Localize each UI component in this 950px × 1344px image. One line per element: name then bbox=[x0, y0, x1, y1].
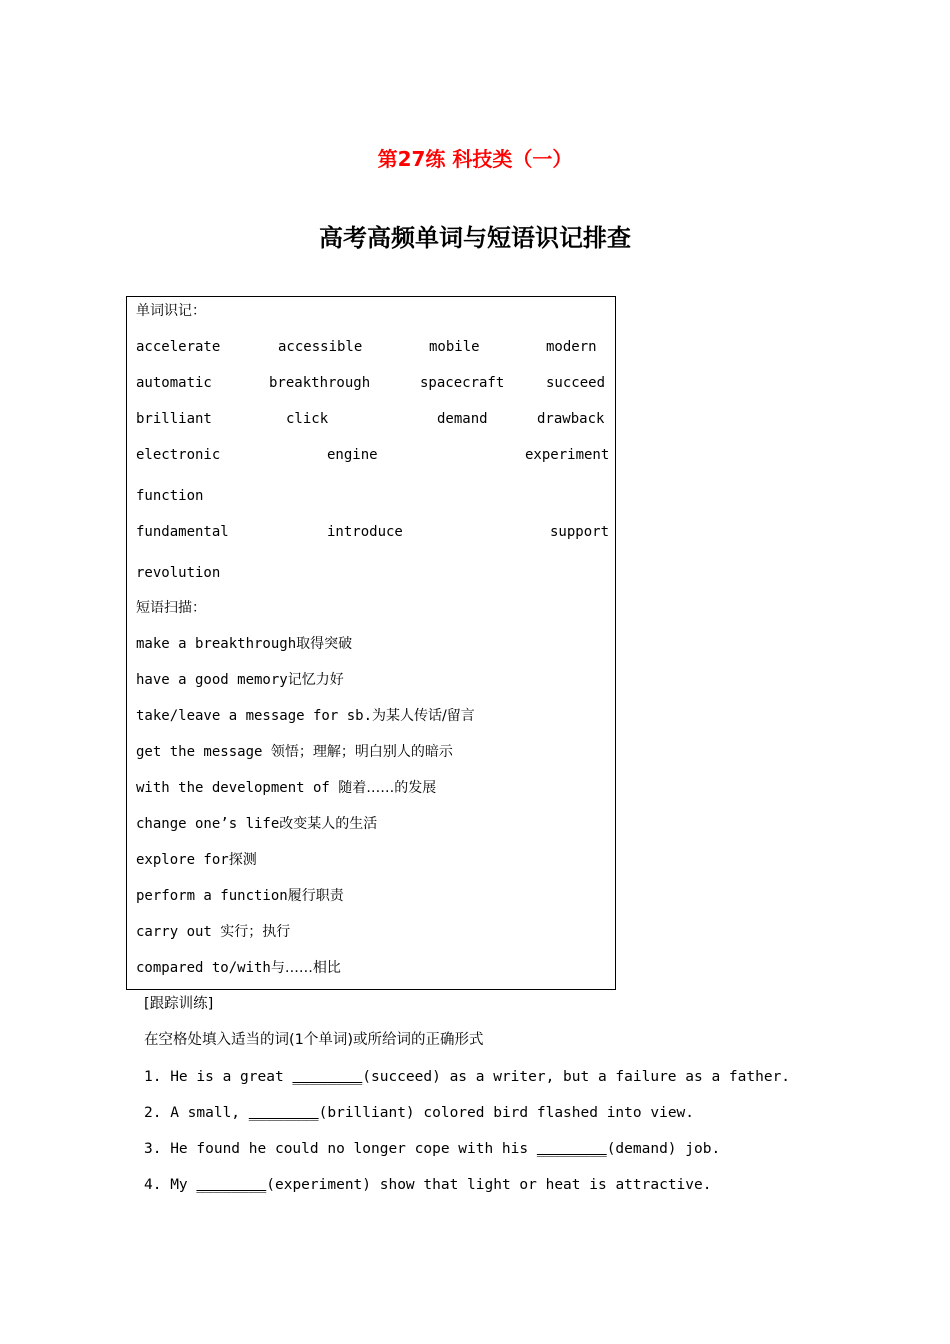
phrase-cn: 为某人传话/留言 bbox=[372, 708, 475, 724]
exercise-text-after: (brilliant) colored bird flashed into view. bbox=[318, 1105, 695, 1121]
phrase-item bbox=[136, 778, 436, 798]
exercise-text-before: My bbox=[170, 1177, 197, 1193]
exercise-text-before: A small, bbox=[170, 1105, 249, 1121]
exercise-item bbox=[144, 1175, 711, 1195]
practice-label: [跟踪训练] bbox=[144, 996, 214, 1012]
practice-instruction: 在空格处填入适当的词(1个单词)或所给词的正确形式 bbox=[144, 1032, 484, 1048]
phrase-cn: 履行职责 bbox=[287, 888, 344, 904]
words-label: 单词识记： bbox=[136, 303, 206, 319]
exercise-text-after: (experiment) show that light or heat is attractive. bbox=[266, 1177, 712, 1193]
phrase-item bbox=[136, 922, 290, 942]
word: brilliant bbox=[136, 411, 212, 427]
phrase-en: make a breakthrough bbox=[136, 636, 297, 652]
phrase-cn: 领悟；理解；明白别人的暗示 bbox=[270, 744, 453, 760]
phrase-item bbox=[136, 742, 453, 762]
phrase-cn: 实行；执行 bbox=[220, 924, 291, 940]
word: drawback bbox=[537, 411, 605, 427]
section-heading: 高考高频单词与短语识记排查 bbox=[319, 224, 631, 252]
phrase-en: compared to/with bbox=[136, 960, 271, 976]
exercise-number: 1. bbox=[144, 1069, 162, 1085]
phrase-item bbox=[136, 634, 352, 654]
exercise-number: 2. bbox=[144, 1105, 162, 1121]
lesson-title: 第27练 科技类（一） bbox=[377, 147, 573, 171]
answer-blank: ________ bbox=[196, 1177, 267, 1193]
phrase-cn: 改变某人的生活 bbox=[279, 816, 378, 832]
answer-blank: ________ bbox=[292, 1069, 363, 1085]
word: mobile bbox=[429, 339, 480, 355]
exercise-text-before: He found he could no longer cope with his bbox=[170, 1141, 537, 1157]
word: revolution bbox=[136, 565, 221, 581]
phrase-item bbox=[136, 814, 377, 834]
phrase-item bbox=[136, 850, 257, 870]
word: modern bbox=[546, 339, 597, 355]
word: support bbox=[550, 524, 610, 540]
exercise-item bbox=[144, 1103, 694, 1123]
phrase-en: perform a function bbox=[136, 888, 288, 904]
word: breakthrough bbox=[269, 375, 371, 391]
word: function bbox=[136, 488, 204, 504]
phrase-cn: 记忆力好 bbox=[287, 672, 344, 688]
word: fundamental bbox=[136, 524, 229, 540]
phrase-item bbox=[136, 706, 475, 726]
word: electronic bbox=[136, 447, 221, 463]
phrase-item bbox=[136, 670, 344, 690]
exercise-number: 4. bbox=[144, 1177, 162, 1193]
phrase-en: explore for bbox=[136, 852, 229, 868]
vocab-box bbox=[126, 296, 616, 990]
phrase-cn: 取得突破 bbox=[296, 636, 353, 652]
exercise-item bbox=[144, 1139, 720, 1159]
phrase-cn: 与……相比 bbox=[270, 960, 341, 976]
phrase-en: get the message bbox=[136, 744, 271, 760]
phrase-cn: 探测 bbox=[228, 852, 257, 868]
phrase-en: have a good memory bbox=[136, 672, 288, 688]
word: accessible bbox=[278, 339, 363, 355]
exercise-text-after: (succeed) as a writer, but a failure as a father. bbox=[362, 1069, 791, 1085]
word: accelerate bbox=[136, 339, 221, 355]
phrase-en: change one’s life bbox=[136, 816, 280, 832]
exercise-text-after: (demand) job. bbox=[606, 1141, 721, 1157]
exercise-item bbox=[144, 1067, 790, 1087]
phrase-en: with the development of bbox=[136, 780, 339, 796]
exercise-text-before: He is a great bbox=[170, 1069, 293, 1085]
phrase-en: carry out bbox=[136, 924, 221, 940]
answer-blank: ________ bbox=[248, 1105, 319, 1121]
word: experiment bbox=[525, 447, 610, 463]
word: succeed bbox=[546, 375, 606, 391]
phrase-en: take/leave a message for sb. bbox=[136, 708, 373, 724]
word: demand bbox=[437, 411, 488, 427]
phrase-item bbox=[136, 958, 341, 978]
word: engine bbox=[327, 447, 378, 463]
answer-blank: ________ bbox=[536, 1141, 607, 1157]
word: spacecraft bbox=[420, 375, 505, 391]
phrase-item bbox=[136, 886, 344, 906]
word: click bbox=[286, 411, 329, 427]
phrases-label: 短语扫描： bbox=[136, 600, 206, 616]
exercise-number: 3. bbox=[144, 1141, 162, 1157]
phrase-cn: 随着……的发展 bbox=[338, 780, 437, 796]
word: introduce bbox=[327, 524, 403, 540]
word: automatic bbox=[136, 375, 212, 391]
